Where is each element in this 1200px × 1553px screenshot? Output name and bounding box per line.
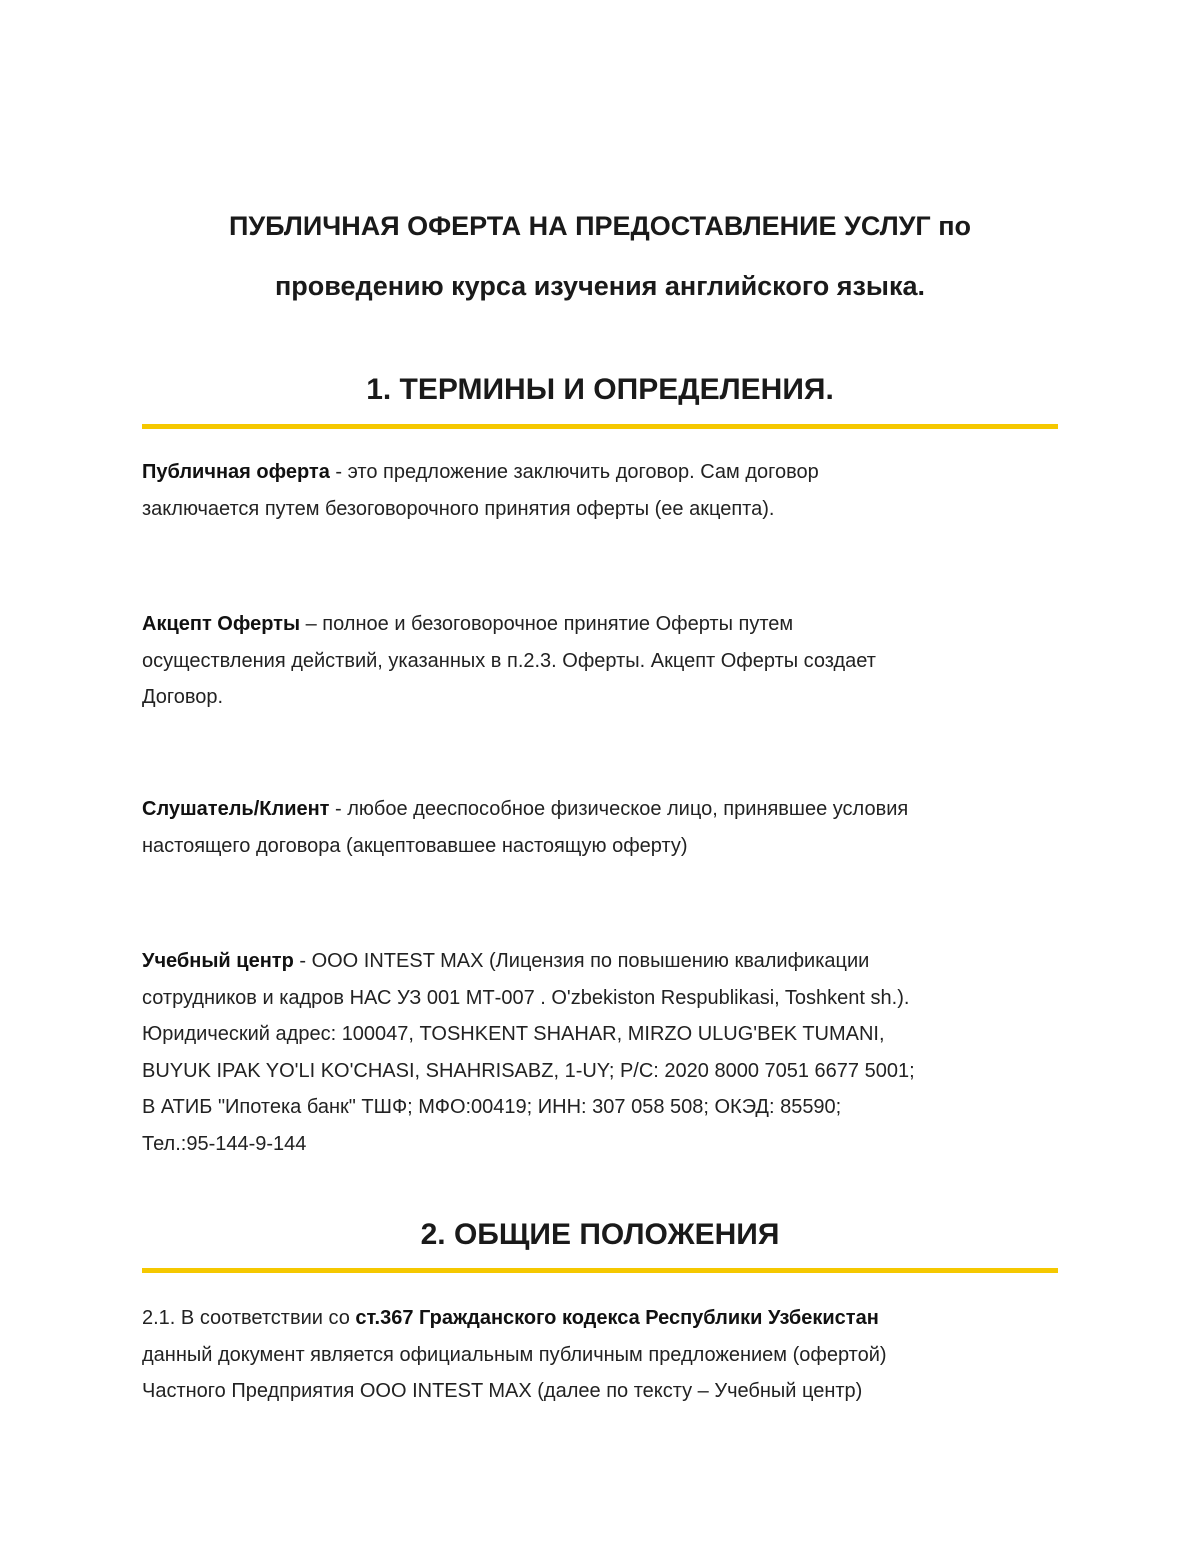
term-training-center-line-4: BUYUK IPAK YO'LI KO'CHASI, SHAHRISABZ, 1-UY; Р/С: 2020 8000 7051 6677 5001; xyxy=(142,1059,915,1082)
section-2-heading: 2. ОБЩИЕ ПОЛОЖЕНИЯ xyxy=(420,1218,780,1251)
term-training-center-line-5: В АТИБ "Ипотека банк" ТШФ; МФО:00419; ИНН: 307 058 508; ОКЭД: 85590; xyxy=(142,1096,842,1118)
term-listener-client xyxy=(142,791,1072,864)
term-public-offer-line-2: заключается путем безоговорочного принятия оферты (ее акцепта). xyxy=(142,497,775,520)
term-training-center-line-1: Учебный центр - ООО INTEST MAX (Лицензия по повышению квалификации xyxy=(142,950,870,972)
section-1-heading: 1. ТЕРМИНЫ И ОПРЕДЕЛЕНИЯ. xyxy=(366,373,834,406)
term-training-center-line-6: Тел.:95-144-9-144 xyxy=(142,1132,307,1155)
term-public-offer-line-1: Публичная оферта - это предложение заключить договор. Сам договор xyxy=(142,461,819,483)
document-title-line-2: проведению курса изучения английского языка. xyxy=(275,271,925,301)
term-training-center-label: Учебный центр xyxy=(142,950,294,972)
term-training-center xyxy=(142,943,1072,1162)
term-offer-acceptance-line-3: Договор. xyxy=(142,686,224,708)
term-listener-client-label: Слушатель/Клиент xyxy=(142,798,330,820)
term-offer-acceptance xyxy=(142,606,1072,716)
term-training-center-line-2: сотрудников и кадров НАС УЗ 001 МТ-007 . O'zbekiston Respublikasi, Toshkent sh.). xyxy=(142,986,910,1009)
document-title-line-1: ПУБЛИЧНАЯ ОФЕРТА НА ПРЕДОСТАВЛЕНИЕ УСЛУГ по xyxy=(228,211,972,241)
clause-2-1-line-2: данный документ является официальным публичным предложением (офертой) xyxy=(142,1343,887,1366)
document-title xyxy=(100,196,1100,316)
term-offer-acceptance-label: Акцепт Оферты xyxy=(142,613,301,635)
term-training-center-line-3: Юридический адрес: 100047, TOSHKENT SHAHAR, MIRZO ULUG'BEK TUMANI, xyxy=(142,1023,885,1045)
civil-code-reference: ст.367 Гражданского кодекса Республики Узбекистан xyxy=(355,1307,879,1329)
section-1-divider xyxy=(142,424,1058,429)
clause-2-1 xyxy=(142,1300,1072,1410)
term-public-offer xyxy=(142,454,1072,527)
clause-2-1-line-1: 2.1. В соответствии со ст.367 Гражданского кодекса Республики Узбекистан xyxy=(142,1307,879,1329)
term-listener-client-line-1: Слушатель/Клиент - любое дееспособное физическое лицо, принявшее условия xyxy=(142,798,909,820)
term-listener-client-line-2: настоящего договора (акцептовавшее настоящую оферту) xyxy=(142,834,688,857)
term-public-offer-label: Публичная оферта xyxy=(142,461,330,483)
section-2-divider xyxy=(142,1268,1058,1273)
term-offer-acceptance-line-2: осуществления действий, указанных в п.2.3. Оферты. Акцепт Оферты создает xyxy=(142,649,876,672)
clause-2-1-line-3: Частного Предприятия ООО INTEST MAX (далее по тексту – Учебный центр) xyxy=(142,1380,863,1402)
term-offer-acceptance-line-1: Акцепт Оферты – полное и безоговорочное принятие Оферты путем xyxy=(142,613,794,635)
